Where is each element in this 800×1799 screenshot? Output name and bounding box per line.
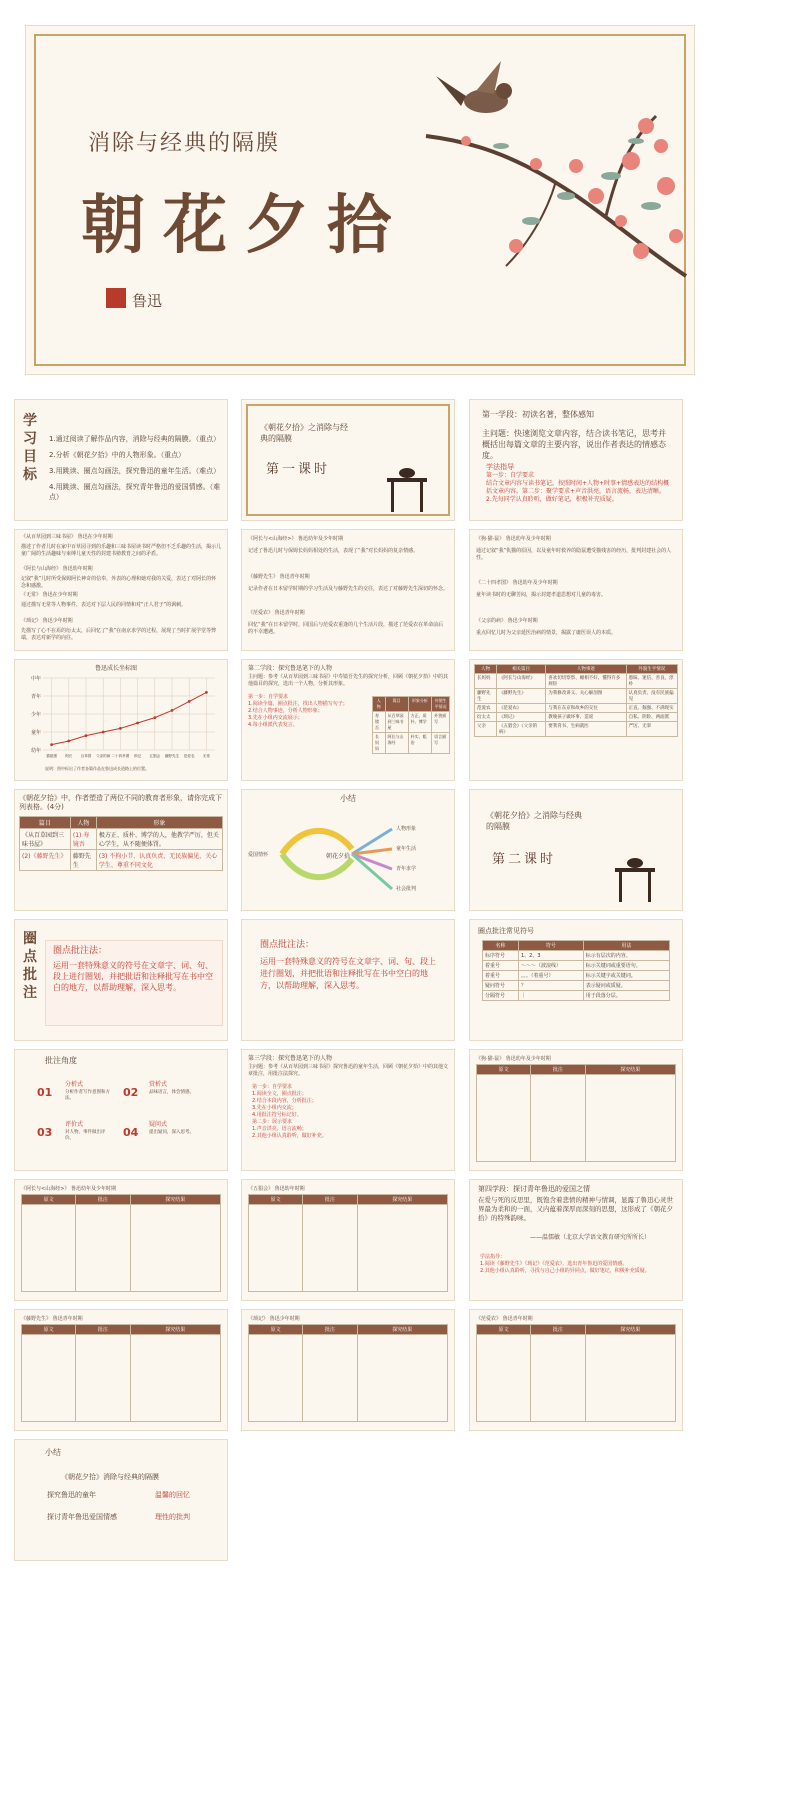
goals-vertical-title: 学习目标 [23, 413, 37, 483]
slide-chart [15, 660, 227, 780]
table5-cell [249, 1335, 303, 1422]
x-tick-label: 百草园 [80, 754, 92, 758]
slide-stage4 [470, 1180, 682, 1300]
slide-annot2 [242, 920, 454, 1040]
table3-cell [357, 1205, 447, 1292]
mindmap-branch: 社会批判 [396, 886, 417, 892]
symbols-title: 圈点批注常见符号 [478, 927, 534, 935]
end-row1-left: 探究鲁迅的童年 [47, 1491, 96, 1499]
table4-th: 原文 [22, 1325, 76, 1335]
y-tick-label: 青年 [30, 694, 41, 700]
cover-author: 鲁迅 [132, 292, 163, 310]
symbols-cell: 标序符号 [483, 951, 519, 961]
slide-task3 [242, 1050, 454, 1170]
table2-title: 《阿长与<山海经>》 鲁迅幼年及少年时期 [21, 1186, 116, 1192]
table5-th: 探究结果 [357, 1325, 447, 1335]
slide-task2 [242, 660, 454, 780]
table1-th: 原文 [477, 1065, 531, 1075]
angle-num: 04 [123, 1126, 139, 1139]
people-cell: 严厉、无辜 [626, 722, 677, 737]
people-cell: 为我修改讲义、关心解剖图 [546, 689, 626, 704]
people-cell: 《阿长与山海经》 [496, 674, 545, 689]
data-point [171, 709, 174, 712]
series-line [52, 692, 207, 744]
people-cell: 衍太太 [475, 713, 497, 722]
angle-num: 02 [123, 1086, 139, 1099]
slide-mindmap [242, 790, 454, 910]
symbols-cell: ｜ [518, 991, 583, 1001]
angle-num: 01 [37, 1086, 53, 1099]
branch-illustration [406, 46, 691, 306]
x-tick-label: 无常 [202, 754, 210, 758]
annot2-body: 运用一套特殊意义的符号在文章字、词、句、段上进行圈划，并把批语和注释批写在书中空白的地方，以帮助理解，深入思考。 [260, 957, 436, 990]
symbols-th: 符号 [518, 941, 583, 951]
angle-desc: 分析作者写作意图和方法。 [65, 1090, 110, 1101]
summary-c-row-1: 《狗·猫·鼠》 鲁迅幼年及少年时期 [476, 536, 551, 542]
table2 [21, 1194, 221, 1292]
tea-table-icon [610, 850, 660, 905]
lesson2-label: 第二课时 [492, 852, 557, 867]
summary-b-row-5: 《范爱农》 鲁迅青年时期 [248, 610, 305, 616]
cover-title: 朝花夕拾 [81, 188, 409, 263]
symbols-cell: ～～～（波浪线） [518, 961, 583, 971]
table4-title: 《藤野先生》 鲁迅青年时期 [21, 1316, 83, 1322]
task2-cell: 长妈妈 [373, 733, 386, 754]
slide-table-suoji [242, 1310, 454, 1430]
summary-c-row-3: 《二十四孝图》 鲁迅幼年及少年时期 [476, 580, 558, 586]
people-cell: 《藤野先生》 [496, 689, 545, 704]
people-th: 人物 [475, 665, 497, 674]
summary-b-row-3: 《藤野先生》 鲁迅青年时期 [248, 574, 310, 580]
slide-table-wuchang [242, 1180, 454, 1300]
table5-th: 批注 [303, 1325, 357, 1335]
people-cell: 喜欢切切察察、睡相不好、懂得许多规矩 [546, 674, 626, 689]
task2-th: 人物 [373, 697, 386, 712]
quiz-question: 《朝花夕拾》中，作者塑造了两位不同的教育者形象，请你完成下列表格。(4分) [19, 794, 222, 811]
slide-stage1 [470, 400, 682, 520]
people-th: 人物事迹 [546, 665, 626, 674]
table5-title: 《琐记》 鲁迅少年时期 [248, 1316, 300, 1322]
angles-title: 批注角度 [45, 1056, 77, 1065]
table5-cell [357, 1335, 447, 1422]
people-cell: 藤野先生 [475, 689, 497, 704]
data-point [205, 691, 208, 694]
chart-note: 说明：图中标出了作者各篇作品在鲁迅成长道路上的位置。 [45, 766, 149, 771]
symbols-th: 名称 [483, 941, 519, 951]
symbols-cell: 。。。（着重号） [518, 971, 583, 981]
slide-people-table [470, 660, 682, 780]
people-th: 外貌生平情况 [626, 665, 677, 674]
table4 [21, 1324, 221, 1422]
symbols-cell: 着重号 [483, 971, 519, 981]
symbols-cell: 用于段落分层。 [583, 991, 669, 1001]
symbols-cell: 1、2、3 [518, 951, 583, 961]
angle-desc: 对人物、事件做出评价。 [65, 1130, 106, 1141]
growth-chart [21, 672, 221, 764]
mindmap-center: 朝花夕拾 [326, 853, 351, 860]
task2-title: 第二学段：探究鲁迅笔下的人物 [248, 665, 333, 672]
annot1-label: 圈点批注法： [53, 946, 108, 956]
symbols-table [482, 940, 670, 1001]
task2-cell: 寿镜吾 [373, 712, 386, 733]
angle-name: 分析式 [65, 1081, 84, 1088]
task2-cell: 方正、质朴、博学 [408, 712, 432, 733]
summary-a-row-4: 记叙“我”儿时所受保姆阿长神奇的信奉，外表的心理和她对我的关爱，表达了对阿长的怀念和感激。 [21, 576, 217, 589]
quiz-cell: (2)《藤野先生》 [20, 850, 71, 871]
slide-summary-a [15, 530, 227, 650]
table5 [248, 1324, 448, 1422]
cover-slide [26, 26, 694, 374]
x-tick-label: 五猖会 [149, 754, 161, 758]
people-cell: 长妈妈 [475, 674, 497, 689]
angle-name: 疑问式 [149, 1121, 168, 1128]
table3-th: 探究结果 [357, 1195, 447, 1205]
task2-cell: 语言描写 [432, 733, 450, 754]
slide-end [15, 1440, 227, 1560]
task3-title: 第三学段：探究鲁迅笔下的人物 [248, 1055, 333, 1062]
table6-cell [585, 1335, 675, 1422]
end-row1-right: 温馨的回忆 [155, 1491, 190, 1499]
table2-cell [130, 1205, 220, 1292]
table5-cell [303, 1335, 357, 1422]
task2-cell: 外貌描写 [432, 712, 450, 733]
summary-a-row-1: 《从百草园到三味书屋》 鲁迅在少年时期 [21, 534, 113, 540]
quiz-cell: 极方正、质朴、博学的人，他教学严厉，但关心学生，从不随便体罚。 [96, 829, 222, 850]
lesson2-heading: 《朝花夕拾》之消除与经典的隔膜 [486, 811, 582, 831]
people-cell: 自私、阴险、两面派 [626, 713, 677, 722]
chart-title: 鲁迅成长坐标图 [95, 665, 138, 672]
task3-desc: 主问题：参考《从百草园到三味书屋》探究鲁迅的童年生活，回顾《朝花夕拾》中的其他文章批注，用批注法探究。 [248, 1064, 449, 1077]
slide-annot1 [15, 920, 227, 1040]
mindmap-branch: 爱国情怀 [248, 852, 269, 858]
data-point [102, 731, 105, 734]
table6 [476, 1324, 676, 1422]
people-cell: 范爱农 [475, 704, 497, 713]
goal-4: 4.用跳读、圈点勾画法，探究青年鲁迅的爱国情感。（难点） [49, 483, 221, 501]
slide-table-tengye [15, 1310, 227, 1430]
people-th: 相关篇目 [496, 665, 545, 674]
symbols-cell: ？ [518, 981, 583, 991]
summary-a-row-6: 通过描写无常等人物事件，表达对下层人民的同情和对“正人君子”的讽刺。 [21, 602, 187, 608]
table1-th: 批注 [531, 1065, 585, 1075]
slide-quiz [15, 790, 227, 910]
quiz-cell: 藤野先生 [70, 850, 96, 871]
x-tick-label: 范爱农 [183, 754, 195, 758]
data-point [136, 722, 139, 725]
lesson1-label: 第一课时 [266, 462, 331, 477]
table1-cell [531, 1075, 585, 1162]
task2-cell: 从百草园到三味书屋 [385, 712, 408, 733]
people-cell: 与我在东京和故乡的交往 [546, 704, 626, 713]
symbols-cell: 分隔符号 [483, 991, 519, 1001]
annot2-label: 圈点批注法： [260, 940, 315, 950]
people-cell: 认真负责、没有民族偏见 [626, 689, 677, 704]
data-point [119, 727, 122, 730]
people-table [474, 664, 678, 737]
mindmap-title: 小结 [340, 794, 356, 803]
people-cell: 《范爱农》 [496, 704, 545, 713]
table4-cell [76, 1335, 130, 1422]
stage4-body: 在爱与死的反思里，既饱含着悲愤的精神与情调，显露了鲁迅心灵世界最为柔和的一面，又内蕴着深厚而深刻的思想，这形成了《朝花夕拾》的特殊韵味。 [478, 1196, 673, 1222]
y-tick-label: 中年 [30, 676, 41, 682]
slide-goals [15, 400, 227, 520]
annot-vertical-title: 圈点批注 [23, 931, 37, 1001]
people-cell: 教唆孩子做坏事、造谣 [546, 713, 626, 722]
bird-icon [436, 61, 512, 113]
x-tick-label: 父亲的病 [96, 754, 111, 758]
slide-lesson2 [470, 790, 682, 910]
angle-name: 赏析式 [149, 1081, 168, 1088]
task2-cell: 朴实、粗俗 [408, 733, 432, 754]
summary-a-row-7: 《琐记》 鲁迅少年时期 [21, 618, 73, 624]
table3 [248, 1194, 448, 1292]
data-point [50, 743, 53, 746]
people-cell: 父亲 [475, 722, 497, 737]
quiz-table [19, 816, 223, 871]
data-point [67, 740, 70, 743]
task2-th: 外貌生平情况 [432, 697, 450, 712]
people-cell: 《五猖会》《父亲的病》 [496, 722, 545, 737]
cover-subtitle: 消除与经典的隔膜 [88, 131, 281, 156]
table3-th: 批注 [303, 1195, 357, 1205]
table2-th: 探究结果 [130, 1195, 220, 1205]
x-tick-label: 猫鼠猪 [46, 754, 57, 758]
end-title: 小结 [45, 1448, 61, 1457]
end-row2-left: 探讨青年鲁迅爱国情感 [47, 1513, 117, 1521]
people-cell: 正直、倔强、不满现实 [626, 704, 677, 713]
summary-a-row-8: 先描写了心不在焉的衍太太，后回忆了“我”在南京求学的过程，展现了当时扩展学堂等弊端，表达对新学的向往。 [21, 628, 217, 641]
table2-th: 原文 [22, 1195, 76, 1205]
x-tick-label: 琐记 [134, 754, 142, 758]
symbols-th: 用法 [583, 941, 669, 951]
mindmap-branch: 人物形象 [396, 826, 417, 832]
tea-table-icon [382, 460, 432, 515]
symbols-cell: 标示关键词或重要语句。 [583, 961, 669, 971]
slide-table-fan [470, 1310, 682, 1430]
summary-b-row-1: 《阿长与<山海经>》 鲁迅幼年及少年时期 [248, 536, 343, 542]
data-point [188, 700, 191, 703]
table3-th: 原文 [249, 1195, 303, 1205]
angle-desc: 提出疑问，深入思考。 [149, 1130, 194, 1135]
quiz-cell: (3) 不拘小节、认真负责、无民族偏见、关心学生、尊重不同文化 [96, 850, 222, 871]
y-tick-label: 少年 [30, 712, 41, 718]
table4-th: 批注 [76, 1325, 130, 1335]
summary-a-row-3: 《阿长与山海经》 鲁迅幼年时期 [21, 566, 93, 572]
mindmap-branch: 青年求学 [396, 866, 417, 872]
x-tick-label: 阿长 [65, 754, 73, 758]
table6-cell [477, 1335, 531, 1422]
table6-th: 探究结果 [585, 1325, 675, 1335]
people-cell: 愚昧、迷信、善良、淳朴 [626, 674, 677, 689]
table6-cell [531, 1335, 585, 1422]
quiz-th: 人物 [70, 817, 96, 829]
symbols-cell: 表示疑问或质疑。 [583, 981, 669, 991]
y-tick-label: 幼年 [30, 748, 41, 754]
summary-c-row-5: 《父亲的病》 鲁迅少年时期 [476, 618, 538, 624]
table3-title: 《五猖会》 鲁迅幼年时期 [248, 1186, 305, 1192]
x-tick-label: 藤野先生 [164, 754, 180, 758]
table2-th: 批注 [76, 1195, 130, 1205]
table6-th: 批注 [531, 1325, 585, 1335]
summary-b-row-6: 回忆“我”在日本留学时，回国后与范爱农重逢的几个生活片段，描述了范爱农在革命前后的不幸遭遇。 [248, 622, 444, 635]
table5-th: 原文 [249, 1325, 303, 1335]
table4-cell [130, 1335, 220, 1422]
goal-1: 1.通过阅读了解作品内容，消除与经典的隔膜。（重点） [49, 435, 221, 443]
slide-symbols [470, 920, 682, 1040]
table1-title: 《狗·猫·鼠》 鲁迅幼年及少年时期 [476, 1056, 551, 1062]
stage1-title: 第一学段：初读名著，整体感知 [482, 410, 594, 419]
table6-title: 《范爱农》 鲁迅青年时期 [476, 1316, 533, 1322]
task2-th: 形象分析 [408, 697, 432, 712]
task2-desc: 主问题：参考《从百草园到三味书屋》中寿镜吾先生的探究分析，回顾《朝花夕拾》中的其他篇目的探究，选出一个人物，分析其形象。 [248, 674, 449, 687]
people-cell: 《琐记》 [496, 713, 545, 722]
quiz-th: 形象 [96, 817, 222, 829]
stage4-title: 第四学段：探讨青年鲁迅的爱国之情 [478, 1185, 590, 1193]
quiz-cell: (1) 寿镜吾 [70, 829, 96, 850]
table2-cell [22, 1205, 76, 1292]
end-row2-right: 理性的批判 [155, 1513, 190, 1521]
symbols-cell: 着重号 [483, 961, 519, 971]
seal-stamp [106, 288, 126, 308]
slide-lesson1 [242, 400, 454, 520]
task2-table [372, 696, 450, 754]
slide-summary-c [470, 530, 682, 650]
summary-a-row-2: 描述了作者儿时在家中百草园寻到的乐趣和三味书屋读书时严格但不乏乐趣的生活，揭示儿童广阔的生活趣味与束缚儿童天性的封建书塾教育之间的矛盾。 [21, 544, 222, 557]
summary-c-row-6: 重点回忆儿时为父亲延医治病的情景，揭露了庸医误人的本质。 [476, 630, 617, 636]
stage4-tips: 学法指导： 1.阅读《藤野先生》《琐记》《范爱农》，选出青年鲁迅的爱国情感。 2.其他小组认真聆听，寻找与自己小组的异同点，做好笔记，积极补充质疑。 [480, 1254, 650, 1274]
angle-num: 03 [37, 1126, 53, 1139]
quiz-cell: 《从百草园到三味书屋》 [20, 829, 71, 850]
table3-cell [303, 1205, 357, 1292]
goal-2: 2.分析《朝花夕拾》中的人物形象。（重点） [49, 451, 186, 459]
table4-cell [22, 1335, 76, 1422]
x-tick-label: 二十四孝图 [111, 754, 130, 758]
table1-cell [477, 1075, 531, 1162]
stage1-tips-label: 学法指导 [486, 463, 514, 471]
table1 [476, 1064, 676, 1162]
slide-summary-b [242, 530, 454, 650]
table4-th: 探究结果 [130, 1325, 220, 1335]
summary-c-row-4: 童年读书时的无聊苦闷，揭示封建孝道思想对儿童的毒害。 [476, 592, 607, 598]
table1-th: 探究结果 [585, 1065, 675, 1075]
data-point [153, 716, 156, 719]
task2-th: 篇目 [385, 697, 408, 712]
symbols-cell: 标示有层次的内容。 [583, 951, 669, 961]
y-tick-label: 童年 [30, 730, 41, 736]
mindmap-branch: 童年生活 [396, 846, 417, 852]
stage4-quote: ——温儒敏（北京大学语文教育研究所所长） [530, 1234, 651, 1241]
slide-table-along [15, 1180, 227, 1300]
quiz-th: 篇目 [20, 817, 71, 829]
table3-cell [249, 1205, 303, 1292]
angle-name: 评价式 [65, 1121, 84, 1128]
summary-a-row-5: 《无常》 鲁迅在少年时期 [21, 592, 78, 598]
end-heading: 《朝花夕拾》消除与经典的隔膜 [61, 1473, 159, 1481]
table1-cell [585, 1075, 675, 1162]
table2-cell [76, 1205, 130, 1292]
annot1-body: 运用一套特殊意义的符号在文章字、词、句、段上进行圈划，并把批语和注释批写在书中空白的地方，以帮助理解，深入思考。 [53, 961, 213, 992]
task3-steps: 第一步：自学要求 1.阅读全文，圈点批注； 2.结合本段内容，分析批注； 3.先在小组内交流； 4.用批注符号标记好。 第二步：展示要求 1.声音洪亮，语言流畅； 2.其他小组认真聆听，做好补充。 [252, 1084, 327, 1139]
symbols-cell: 疑问符号 [483, 981, 519, 991]
stage1-task: 主问题：快速浏览文章内容，结合读书笔记，思考并概括出每篇文章的主要内容，说出作者表达的情感态度。 [482, 429, 666, 460]
people-cell: 要我背书、生病就医 [546, 722, 626, 737]
slide-table-dog-cat [470, 1050, 682, 1170]
task2-steps: 第一步：自学要求 1.阅读全篇，圈点批注，找出人物描写句子； 2.结合人物事迹，分析人物形象； 3.先在小组内交流展示； 4.每小组派代表发言。 [248, 694, 348, 728]
summary-c-row-2: 通过记叙“我”仇猫的原因，以及童年时救养的隐鼠遭受猫残害的经历，批判封建社会的人性。 [476, 548, 672, 561]
task2-cell: 阿长与山海经 [385, 733, 408, 754]
goal-3: 3.用跳读、圈点勾画法，探究鲁迅的童年生活。（难点） [49, 467, 221, 475]
data-point [85, 734, 88, 737]
symbols-cell: 标示关键字或关键词。 [583, 971, 669, 981]
stage1-tips: 第一步：自学要求 结合文章内容与读书笔记，按照时间+人物+时事+情感表达的结构概括文章内容。第二步：聚学要求+声音洪亮，语言流畅，表达清晰。 2.先每同学认真聆听，做好笔记，积极补充质疑。 [486, 472, 670, 503]
table6-th: 原文 [477, 1325, 531, 1335]
lesson1-heading: 《朝花夕拾》之消除与经典的隔膜 [260, 423, 348, 443]
summary-b-row-2: 记述了鲁迅儿时与保姆长妈妈相处的生活，表现了“我”对长妈妈的复杂情感。 [248, 548, 419, 554]
slide-angles [15, 1050, 227, 1170]
summary-b-row-4: 记录作者在日本留学时期的学习生活及与藤野先生的交往，表达了对藤野先生深切的怀念。 [248, 586, 449, 592]
angle-desc: 品味语言，体会情感。 [149, 1090, 194, 1095]
